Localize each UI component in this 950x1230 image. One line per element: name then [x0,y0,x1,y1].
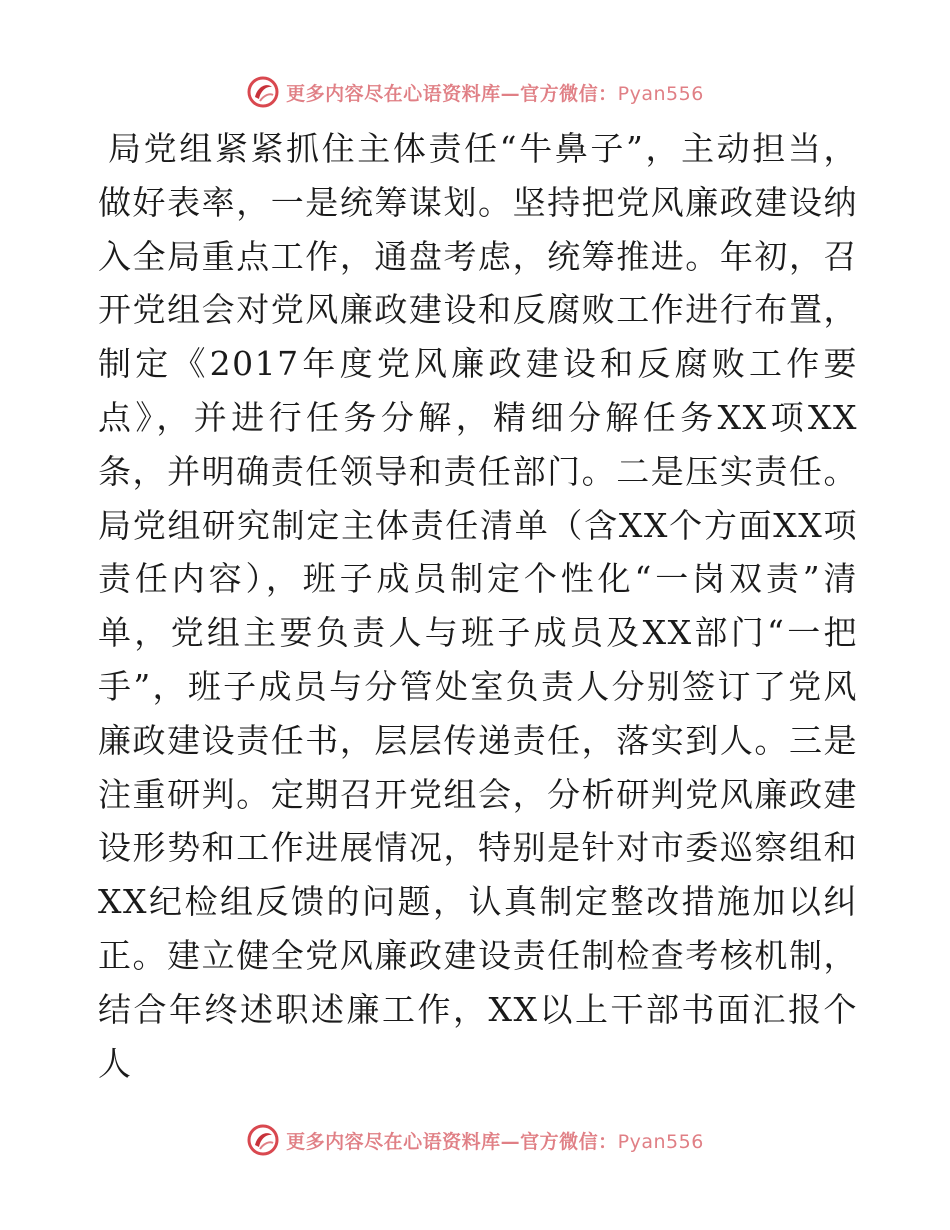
red-swirl-logo-icon [246,1123,280,1157]
footer-watermark [0,1120,950,1160]
body-paragraph: 局党组紧紧抓住主体责任“牛鼻子”，主动担当，做好表率，一是统筹谋划。坚持把党风廉政建设纳入全局重点工作，通盘考虑，统筹推进。年初，召开党组会对党风廉政建设和反腐败工作进行布置，制定《2017年度党风廉政建设和反腐败工作要点》，并进行任务分解，精细分解任务XX项XX条，并明确责任领导和责任部门。二是压实责任。局党组研究制定主体责任清单（含XX个方面XX项责任内容），班子成员制定个性化“一岗双责”清单，党组主要负责人与班子成员及XX部门“一把手”，班子成员与分管处室负责人分别签订了党风廉政建设责任书，层层传递责任，落实到人。三是注重研判。定期召开党组会，分析研判党风廉政建设形势和工作进展情况，特别是针对市委巡察组和XX纪检组反馈的问题，认真制定整改措施加以纠正。建立健全党风廉政建设责任制检查考核机制，结合年终述职述廉工作，XX以上干部书面汇报个人 [98,129,858,1083]
document-body [98,122,858,1090]
red-swirl-logo-icon [246,75,280,109]
watermark-text: 更多内容尽在心语资料库—官方微信：Pyan556 [286,82,704,105]
watermark-text: 更多内容尽在心语资料库—官方微信：Pyan556 [286,1130,704,1153]
header-watermark [0,72,950,112]
